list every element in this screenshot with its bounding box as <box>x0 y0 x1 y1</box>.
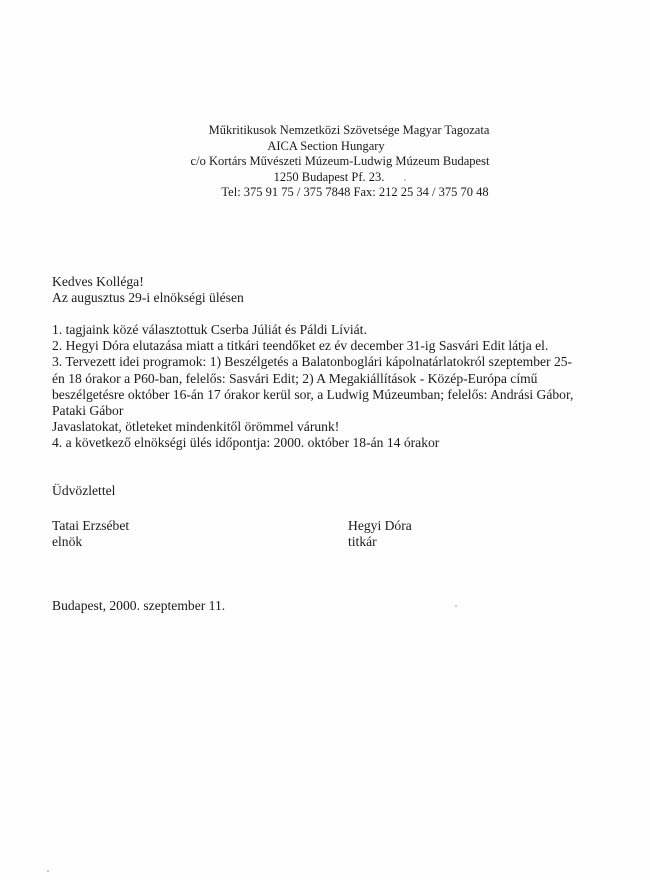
agenda-line: 2. Hegyi Dóra elutazása miatt a titkári teendőket ez év december 31-ig Sasvári Edit látja el. <box>52 338 549 354</box>
paper-speck <box>47 870 49 872</box>
paper-speck <box>404 179 406 181</box>
place-date: Budapest, 2000. szeptember 11. <box>52 598 226 613</box>
greeting-block <box>52 274 612 306</box>
signatory-name: Hegyi Dóra <box>348 518 412 533</box>
org-postal: 1250 Budapest Pf. 23. <box>273 169 385 184</box>
signatory-president <box>52 518 129 550</box>
org-address: c/o Kortárs Művészeti Múzeum-Ludwig Múzeum Budapest <box>190 154 490 168</box>
agenda-line: beszélgetésre október 16-án 17 órakor kerül sor, a Ludwig Múzeumban; felelős: Andrási Gábor, <box>52 386 574 402</box>
agenda-line: Javaslatokat, ötleteket mindenkitől örömmel várunk! <box>52 419 340 435</box>
closing-line: Üdvözlettel <box>52 483 116 498</box>
salutation: Kedves Kolléga! <box>52 274 144 289</box>
agenda-line: 3. Tervezett idei programok: 1) Beszélgetés a Balatonboglári kápolnatárlatokról szeptember 25- <box>52 354 573 370</box>
letterhead <box>0 123 650 201</box>
signatory-secretary <box>348 518 412 550</box>
agenda-line: Pataki Gábor <box>52 403 124 419</box>
subject-line: Az augusztus 29-i elnökségi ülésen <box>52 290 244 306</box>
agenda-line: 4. a következő elnökségi ülés időpontja: 2000. október 18-án 14 órakor <box>52 435 440 451</box>
signature-block <box>52 518 612 558</box>
agenda-line: 1. tagjaink közé választottuk Cserba Júliát és Páldi Líviát. <box>52 322 367 337</box>
signatory-role: titkár <box>348 534 377 550</box>
signatory-name: Tatai Erzsébet <box>52 518 130 533</box>
paper-speck <box>455 605 457 607</box>
agenda-line: én 18 órakor a P60-ban, felelős: Sasvári Edit; 2) A Megakiállítások - Közép-Európa című <box>52 370 538 386</box>
org-name: Műkritikusok Nemzetközi Szövetsége Magyar Tagozata <box>208 123 490 137</box>
org-section: AICA Section Hungary <box>267 138 385 153</box>
agenda-list <box>52 322 612 452</box>
signatory-role: elnök <box>52 534 83 550</box>
org-contact: Tel: 375 91 75 / 375 7848 Fax: 212 25 34 / 375 70 48 <box>221 185 489 199</box>
